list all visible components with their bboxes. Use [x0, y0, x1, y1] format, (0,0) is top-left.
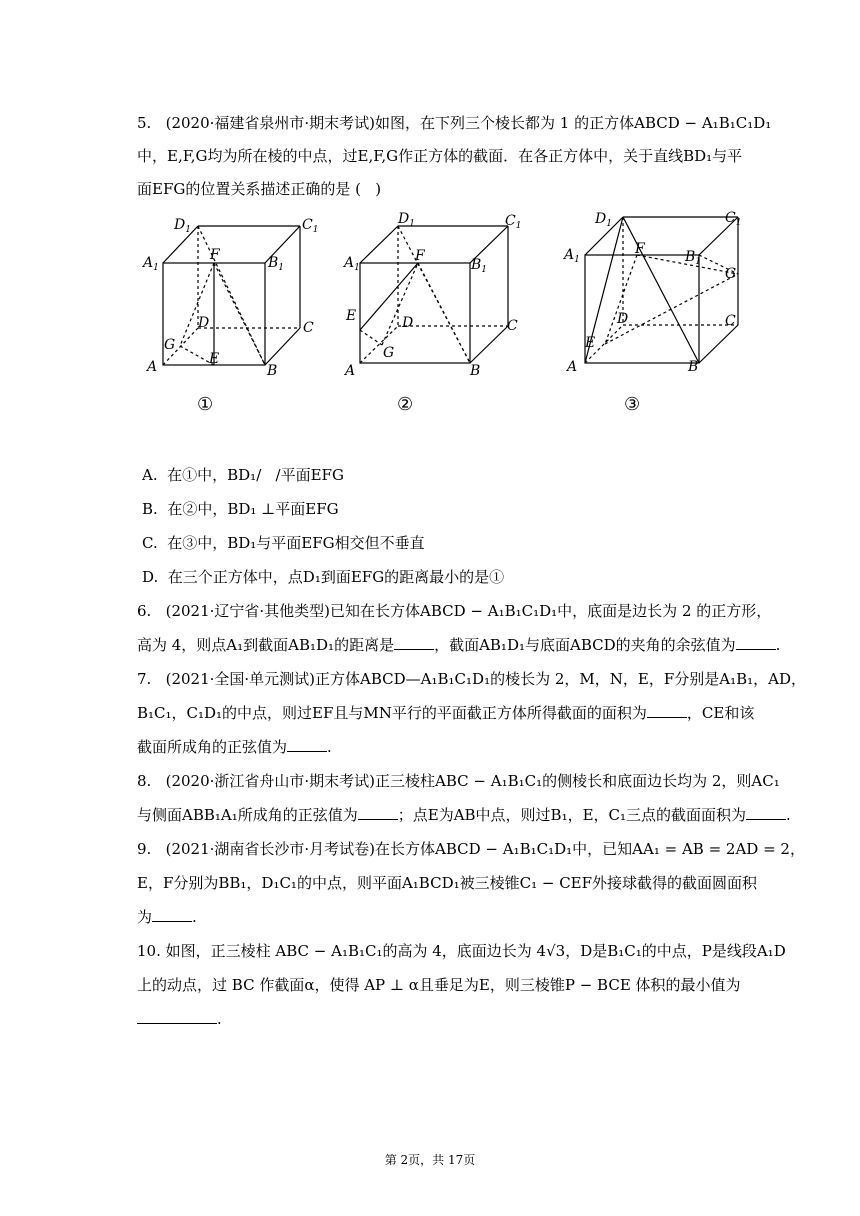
q9-line3: 为 . [137, 908, 197, 926]
answer-blank [358, 805, 398, 820]
figure-label-1: ① [197, 394, 214, 415]
cube-figure-3 [585, 217, 738, 363]
q7-line1: 7. (2021·全国·单元测试)正方体ABCD—A₁B₁C₁D₁的棱长为 2，M，N，E，F分别是A₁B₁，AD， [137, 670, 806, 688]
svg-text:A: A [567, 359, 578, 375]
svg-text:F: F [635, 241, 645, 257]
svg-text:D: D [402, 315, 414, 331]
figure-label-3: ③ [624, 394, 641, 415]
svg-text:F: F [210, 247, 220, 263]
answer-blank [287, 737, 327, 752]
svg-text:C: C [725, 313, 736, 329]
q5-cube-figures [130, 205, 750, 385]
svg-text:B: B [688, 359, 699, 375]
q5-option-a: A. 在①中，BD₁/ /平面EFG [142, 466, 344, 484]
svg-text:E: E [346, 308, 357, 324]
svg-text:A1: $A_1$ [344, 255, 360, 273]
q5-option-c: C. 在③中，BD₁与平面EFG相交但不垂直 [142, 534, 425, 552]
cube-figure-2 [360, 226, 508, 363]
svg-text:C1: $C_1$ [725, 210, 742, 228]
svg-text:C: C [303, 320, 314, 336]
svg-text:E: E [209, 351, 220, 367]
svg-text:C1: $C_1$ [302, 217, 319, 235]
q5-option-d: D. 在三个正方体中，点D₁到面EFG的距离最小的是① [142, 568, 505, 586]
q6-line1: 6. (2021·辽宁省·其他类型)已知在长方体ABCD − A₁B₁C₁D₁中，底面是边长为 2 的正方形， [137, 602, 772, 620]
svg-text:E: E [585, 335, 596, 351]
q8-line1: 8. (2020·浙江省舟山市·期末考试)正三棱柱ABC − A₁B₁C₁的侧棱长和底面边长均为 2，则AC₁ [137, 772, 780, 790]
q10-line1: 10. 如图，正三棱柱 ABC − A₁B₁C₁的高为 4，底面边长为 4√3，D是B₁C₁的中点，P是线段A₁D [137, 942, 786, 960]
q8-line2: 与侧面ABB₁A₁所成角的正弦值为 ；点E为AB中点，则过B₁，E，C₁三点的截面面积为 . [137, 806, 791, 824]
answer-blank [152, 907, 192, 922]
q10-line2: 上的动点，过 BC 作截面α，使得 AP ⊥ α且垂足为E，则三棱锥P − BCE 体积的最小值为 [137, 976, 741, 994]
svg-text:C1: $C_1$ [505, 213, 522, 231]
svg-text:F: F [415, 248, 425, 264]
q5-line3: 面EFG的位置关系描述正确的是 ( ) [137, 180, 382, 198]
svg-text:D: D [198, 315, 210, 331]
svg-text:A1: $A_1$ [564, 247, 580, 265]
svg-text:D1: $D_1$ [398, 211, 415, 229]
q7-line3: 截面所成角的正弦值为 . [137, 738, 332, 756]
svg-text:G: G [164, 337, 176, 353]
svg-text:D1: $D_1$ [174, 217, 191, 235]
q5-option-b: B. 在②中，BD₁ ⊥平面EFG [142, 500, 339, 518]
svg-text:A: A [345, 363, 356, 379]
q7-line2: B₁C₁，C₁D₁的中点，则过EF且与MN平行的平面截正方体所得截面的面积为 ，CE和该 [137, 704, 755, 722]
answer-blank [746, 805, 786, 820]
q5-line1: 5. (2020·福建省泉州市·期末考试)如图，在下列三个棱长都为 1 的正方体ABCD − A₁B₁C₁D₁ [137, 114, 772, 132]
q6-line2: 高为 4，则点A₁到截面AB₁D₁的距离是 ，截面AB₁D₁与底面ABCD的夹角的余弦值为 . [137, 636, 781, 654]
svg-text:G: G [725, 266, 737, 282]
svg-text:B: B [267, 363, 278, 379]
svg-text:G: G [383, 345, 395, 361]
figure-label-2: ② [397, 394, 414, 415]
cube-figure-1 [163, 226, 300, 365]
svg-text:B1: $B_1$ [471, 257, 488, 275]
svg-text:B1: $B_1$ [268, 255, 285, 273]
svg-text:D1: $D_1$ [595, 211, 612, 229]
svg-text:A1: $A_1$ [143, 255, 159, 273]
q5-line2: 中，E,F,G均为所在棱的中点，过E,F,G作正方体的截面．在各正方体中，关于直线BD₁与平 [137, 147, 743, 165]
q9-line1: 9. (2021·湖南省长沙市·月考试卷)在长方体ABCD − A₁B₁C₁D₁中，已知AA₁ = AB = 2AD = 2， [137, 840, 805, 858]
svg-text:C: C [507, 318, 518, 334]
page-footer: 第 2页，共 17页 [384, 1153, 476, 1167]
answer-blank [736, 635, 776, 650]
svg-text:B: B [470, 363, 481, 379]
q10-line3: . [137, 1009, 222, 1029]
answer-blank [394, 635, 434, 650]
svg-text:A: A [147, 359, 158, 375]
answer-blank [647, 703, 687, 718]
q9-line2: E，F分别为BB₁，D₁C₁的中点，则平面A₁BCD₁被三棱锥C₁ − CEF外接球截得的截面圆面积 [137, 874, 758, 892]
svg-text:D: D [617, 311, 629, 327]
svg-text:B1: $B_1$ [685, 249, 702, 267]
answer-blank [137, 1009, 217, 1024]
